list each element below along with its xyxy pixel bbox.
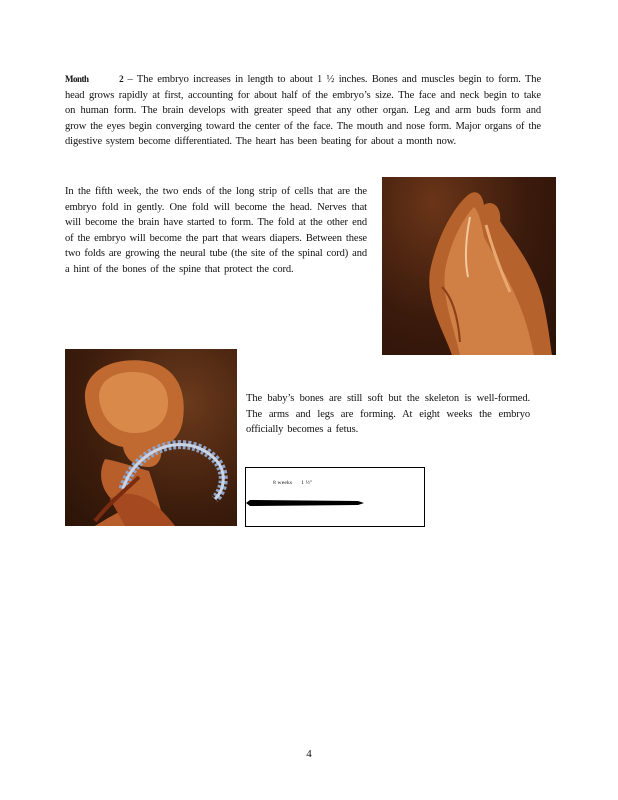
scale-bar <box>246 500 364 506</box>
size-scale-box <box>245 467 425 527</box>
eight-weeks-paragraph: The baby’s bones are still soft but the skeleton is well-formed. The arms and legs are forming. At eight weeks the embryo officially becomes a fetus. <box>246 393 530 436</box>
month-two-paragraph <box>65 72 541 150</box>
embryo-eighth-week-photo <box>65 349 237 526</box>
month-label: Month <box>65 74 89 84</box>
scale-weeks: 8 weeks <box>273 480 293 486</box>
scale-size: 1 ½" <box>301 480 313 486</box>
fifth-week-paragraph: In the fifth week, the two ends of the long strip of cells that are the embryo fold in gently. One fold will become the head. Nerves that will become the brain have started to form. The fold at the other end of the embryo will become the part that wears diapers. Between these two folds are growing the neural tube (the site of the spinal cord) and a hint of the bones of the spine that protect the cord. <box>65 186 367 275</box>
month-number: 2 <box>119 74 124 84</box>
month-two-text: – The embryo increases in length to about 1 ½ inches. Bones and muscles begin to form. The head grows rapidly at first, accounting for about half of the embryo’s size. The face and neck begin to take on human form. The brain develops with greater speed that any other organ. Leg and arm buds form and grow the eyes begin converging toward the center of the face. The mouth and nose form. Major organs of the digestive system become differentiated. The heart has been beating for about a month now. <box>65 74 541 148</box>
page-number: 4 <box>306 748 312 760</box>
embryo-fifth-week-photo <box>382 177 556 355</box>
scale-label <box>273 480 322 486</box>
